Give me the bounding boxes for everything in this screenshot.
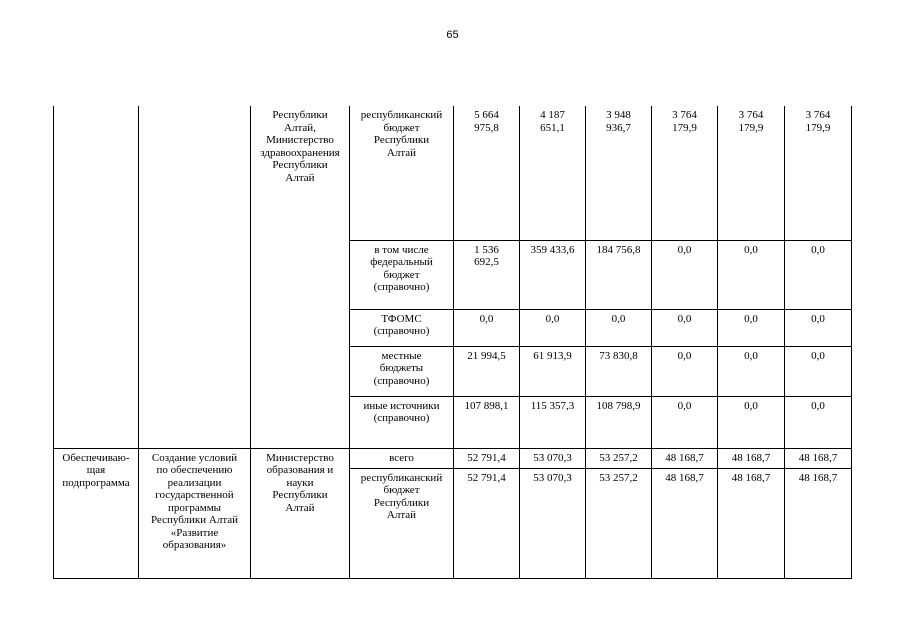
source-cell: республиканский бюджет Республики Алтай xyxy=(350,468,454,578)
source-cell: всего xyxy=(350,448,454,468)
value-cell: 0,0 xyxy=(785,309,852,346)
executor-cell xyxy=(251,448,350,578)
table-row xyxy=(54,106,852,240)
value-cell: 0,0 xyxy=(652,240,718,309)
value-cell: 0,0 xyxy=(718,396,785,448)
executor-text: Республики Алтай, Министерство здравоохранения Республики Алтай xyxy=(260,109,340,184)
value-cell: 115 357,3 xyxy=(520,396,586,448)
subprogram-goal-cell xyxy=(139,106,251,448)
value-cell: 3 764 179,9 xyxy=(785,106,852,240)
value-cell: 184 756,8 xyxy=(586,240,652,309)
value-cell: 3 764 179,9 xyxy=(718,106,785,240)
value-cell: 53 070,3 xyxy=(520,468,586,578)
value-cell: 48 168,7 xyxy=(785,468,852,578)
value-cell: 4 187 651,1 xyxy=(520,106,586,240)
value-cell: 3 764 179,9 xyxy=(652,106,718,240)
page-number: 65 xyxy=(446,29,459,41)
value-cell: 107 898,1 xyxy=(454,396,520,448)
value-cell: 53 257,2 xyxy=(586,448,652,468)
value-cell: 53 257,2 xyxy=(586,468,652,578)
value-cell: 359 433,6 xyxy=(520,240,586,309)
executor-text: Министерство образования и науки Республики Алтай xyxy=(266,451,334,514)
value-cell: 61 913,9 xyxy=(520,346,586,396)
value-cell: 0,0 xyxy=(520,309,586,346)
value-cell: 52 791,4 xyxy=(454,448,520,468)
subprogram-goal-text: Создание условий по обеспечению реализации государственной программы Республики Алтай «Развитие образования» xyxy=(150,451,239,551)
value-cell: 73 830,8 xyxy=(586,346,652,396)
value-cell: 53 070,3 xyxy=(520,448,586,468)
value-cell: 0,0 xyxy=(785,396,852,448)
value-cell: 21 994,5 xyxy=(454,346,520,396)
value-cell: 3 948 936,7 xyxy=(586,106,652,240)
value-cell: 108 798,9 xyxy=(586,396,652,448)
table-row xyxy=(54,448,852,468)
source-cell: в том числе федеральный бюджет (справочно) xyxy=(350,240,454,309)
value-cell: 0,0 xyxy=(718,240,785,309)
source-cell: местные бюджеты (справочно) xyxy=(350,346,454,396)
source-cell: ТФОМС (справочно) xyxy=(350,309,454,346)
value-cell: 0,0 xyxy=(785,346,852,396)
value-cell: 0,0 xyxy=(785,240,852,309)
value-cell: 0,0 xyxy=(718,346,785,396)
source-cell: иные источники (справочно) xyxy=(350,396,454,448)
value-cell: 48 168,7 xyxy=(785,448,852,468)
source-cell: республиканский бюджет Республики Алтай xyxy=(350,106,454,240)
value-cell: 1 536 692,5 xyxy=(454,240,520,309)
value-cell: 52 791,4 xyxy=(454,468,520,578)
subprogram-goal-cell xyxy=(139,448,251,578)
value-cell: 48 168,7 xyxy=(652,468,718,578)
executor-cell xyxy=(251,106,350,448)
subprogram-name-cell xyxy=(54,106,139,448)
value-cell: 0,0 xyxy=(718,309,785,346)
value-cell: 0,0 xyxy=(652,396,718,448)
value-cell: 0,0 xyxy=(586,309,652,346)
value-cell: 48 168,7 xyxy=(652,448,718,468)
value-cell: 0,0 xyxy=(454,309,520,346)
value-cell: 0,0 xyxy=(652,309,718,346)
subprogram-name-cell xyxy=(54,448,139,578)
financing-table xyxy=(53,106,852,579)
value-cell: 0,0 xyxy=(652,346,718,396)
subprogram-name-text: Обеспечиваю- щая подпрограмма xyxy=(62,451,130,489)
value-cell: 48 168,7 xyxy=(718,448,785,468)
value-cell: 5 664 975,8 xyxy=(454,106,520,240)
value-cell: 48 168,7 xyxy=(718,468,785,578)
